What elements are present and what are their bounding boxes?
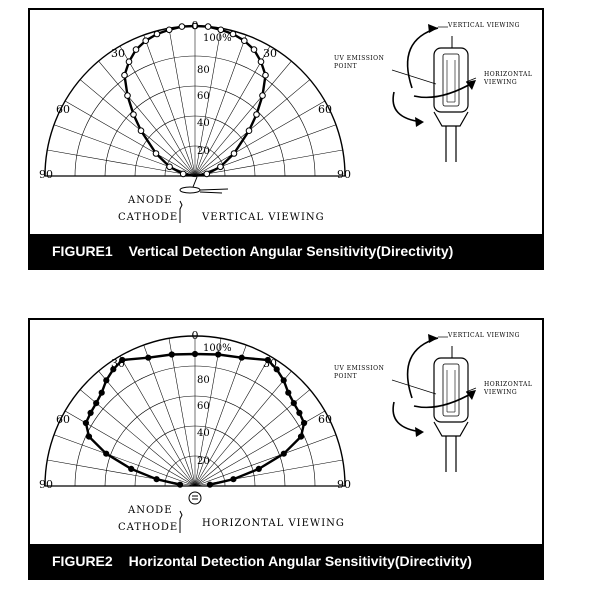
angle-label-0: 0 — [191, 329, 199, 342]
data-point — [146, 355, 151, 360]
data-point — [286, 390, 291, 395]
angle-label-left-90: 90 — [39, 478, 53, 491]
figure-2-panel — [28, 318, 544, 580]
data-point — [251, 47, 257, 53]
radial-label-60: 60 — [197, 401, 210, 412]
radial-label-60: 60 — [197, 91, 210, 102]
data-point — [207, 482, 212, 487]
lamp-vertical-viewing-label: VERTICAL VIEWING — [448, 332, 520, 339]
data-point — [83, 420, 88, 425]
lamp-vertical-viewing-label: VERTICAL VIEWING — [448, 22, 520, 29]
anode-label: ANODE — [128, 505, 173, 516]
data-point — [246, 128, 252, 134]
uv-emission-point-label: POINT — [334, 373, 358, 380]
data-point — [169, 352, 174, 357]
data-point — [218, 27, 224, 33]
lamp-horizontal-label: HORIZONTAL — [484, 381, 533, 388]
figure-2-title: Horizontal Detection Angular Sensitivity(Directivity) — [128, 553, 472, 569]
figure-1-title: Vertical Detection Angular Sensitivity(Directivity) — [128, 243, 454, 259]
data-point — [205, 24, 211, 30]
lamp-labels — [334, 332, 532, 396]
radial-label-40: 40 — [197, 118, 210, 129]
radial-label-80: 80 — [197, 375, 210, 386]
data-point — [263, 72, 269, 78]
cathode-label: CATHODE — [118, 212, 179, 223]
data-point — [192, 351, 197, 356]
radial-label-80: 80 — [197, 65, 210, 76]
radial-label-100: 100% — [203, 343, 232, 354]
uv-emission-point-label: POINT — [334, 63, 358, 70]
angle-label-right-90: 90 — [337, 478, 351, 491]
viewing-direction-label: VERTICAL VIEWING — [202, 212, 325, 223]
data-point — [281, 451, 286, 456]
uv-lamp-illustration — [392, 334, 476, 472]
data-point — [167, 164, 173, 170]
radial-label-20: 20 — [197, 146, 210, 157]
data-point — [153, 151, 159, 157]
uv-emission-label: UV EMISSION — [334, 55, 385, 62]
angle-label-left-60: 60 — [56, 413, 70, 426]
lamp-viewing-label: VIEWING — [484, 389, 518, 396]
angle-label-right-90: 90 — [337, 168, 351, 181]
data-point — [281, 378, 286, 383]
figure-2-id: FIGURE2 — [52, 553, 113, 569]
uv-emission-label: UV EMISSION — [334, 365, 385, 372]
label-bracket — [180, 511, 182, 533]
figure-1-polar-chart — [45, 23, 345, 177]
data-point — [138, 128, 144, 134]
data-point — [180, 171, 186, 177]
angle-label-0: 0 — [191, 19, 199, 32]
figure-1-id: FIGURE1 — [52, 243, 113, 259]
data-point — [256, 466, 261, 471]
data-point — [154, 31, 160, 37]
data-point — [104, 378, 109, 383]
data-point — [126, 59, 132, 65]
cathode-label: CATHODE — [118, 522, 179, 533]
lamp-labels — [334, 22, 532, 86]
data-point — [86, 434, 91, 439]
data-point — [122, 72, 128, 78]
uv-lamp-illustration — [392, 24, 476, 162]
data-point — [231, 477, 236, 482]
radial-label-40: 40 — [197, 428, 210, 439]
data-point — [204, 171, 210, 177]
data-point — [260, 93, 266, 99]
figure-2-caption — [30, 544, 542, 578]
angle-label-right-30: 30 — [263, 357, 277, 370]
data-point — [298, 434, 303, 439]
angle-label-right-60: 60 — [318, 103, 332, 116]
figure-1-panel — [28, 8, 544, 270]
data-point — [133, 47, 139, 53]
data-point — [302, 420, 307, 425]
diode-end-symbol — [189, 492, 201, 504]
angle-label-left-30: 30 — [111, 357, 125, 370]
polar-spoke — [195, 80, 310, 176]
data-point — [129, 466, 134, 471]
polar-spoke — [99, 61, 195, 176]
diode-symbol — [180, 177, 228, 193]
data-point — [154, 477, 159, 482]
data-point — [239, 355, 244, 360]
angle-label-left-90: 90 — [39, 168, 53, 181]
data-point — [94, 401, 99, 406]
data-point — [88, 410, 93, 415]
viewing-direction-label: HORIZONTAL VIEWING — [202, 518, 345, 529]
data-point — [231, 151, 237, 157]
angle-label-left-30: 30 — [111, 47, 125, 60]
label-bracket — [180, 201, 182, 223]
lamp-horizontal-label: HORIZONTAL — [484, 71, 533, 78]
figure-1-caption — [30, 234, 542, 268]
data-point — [99, 390, 104, 395]
figure-1-diagram — [30, 10, 542, 234]
data-point — [143, 38, 149, 44]
angle-label-left-60: 60 — [56, 103, 70, 116]
data-point — [297, 410, 302, 415]
data-point — [104, 451, 109, 456]
data-point — [218, 164, 224, 170]
data-point — [291, 401, 296, 406]
data-point — [166, 27, 172, 33]
radial-label-20: 20 — [197, 456, 210, 467]
polar-spoke — [80, 80, 195, 176]
figure-2-diagram — [30, 320, 542, 544]
data-point — [242, 38, 248, 44]
polar-spoke — [99, 371, 195, 486]
data-point — [178, 482, 183, 487]
radial-label-100: 100% — [203, 33, 232, 44]
angle-label-right-60: 60 — [318, 413, 332, 426]
data-point — [254, 112, 260, 118]
data-point — [179, 24, 185, 30]
figure-2-polar-chart — [45, 336, 345, 487]
angle-label-right-30: 30 — [263, 47, 277, 60]
lamp-viewing-label: VIEWING — [484, 79, 518, 86]
data-point — [131, 112, 137, 118]
anode-label: ANODE — [128, 195, 173, 206]
data-point — [125, 93, 131, 99]
